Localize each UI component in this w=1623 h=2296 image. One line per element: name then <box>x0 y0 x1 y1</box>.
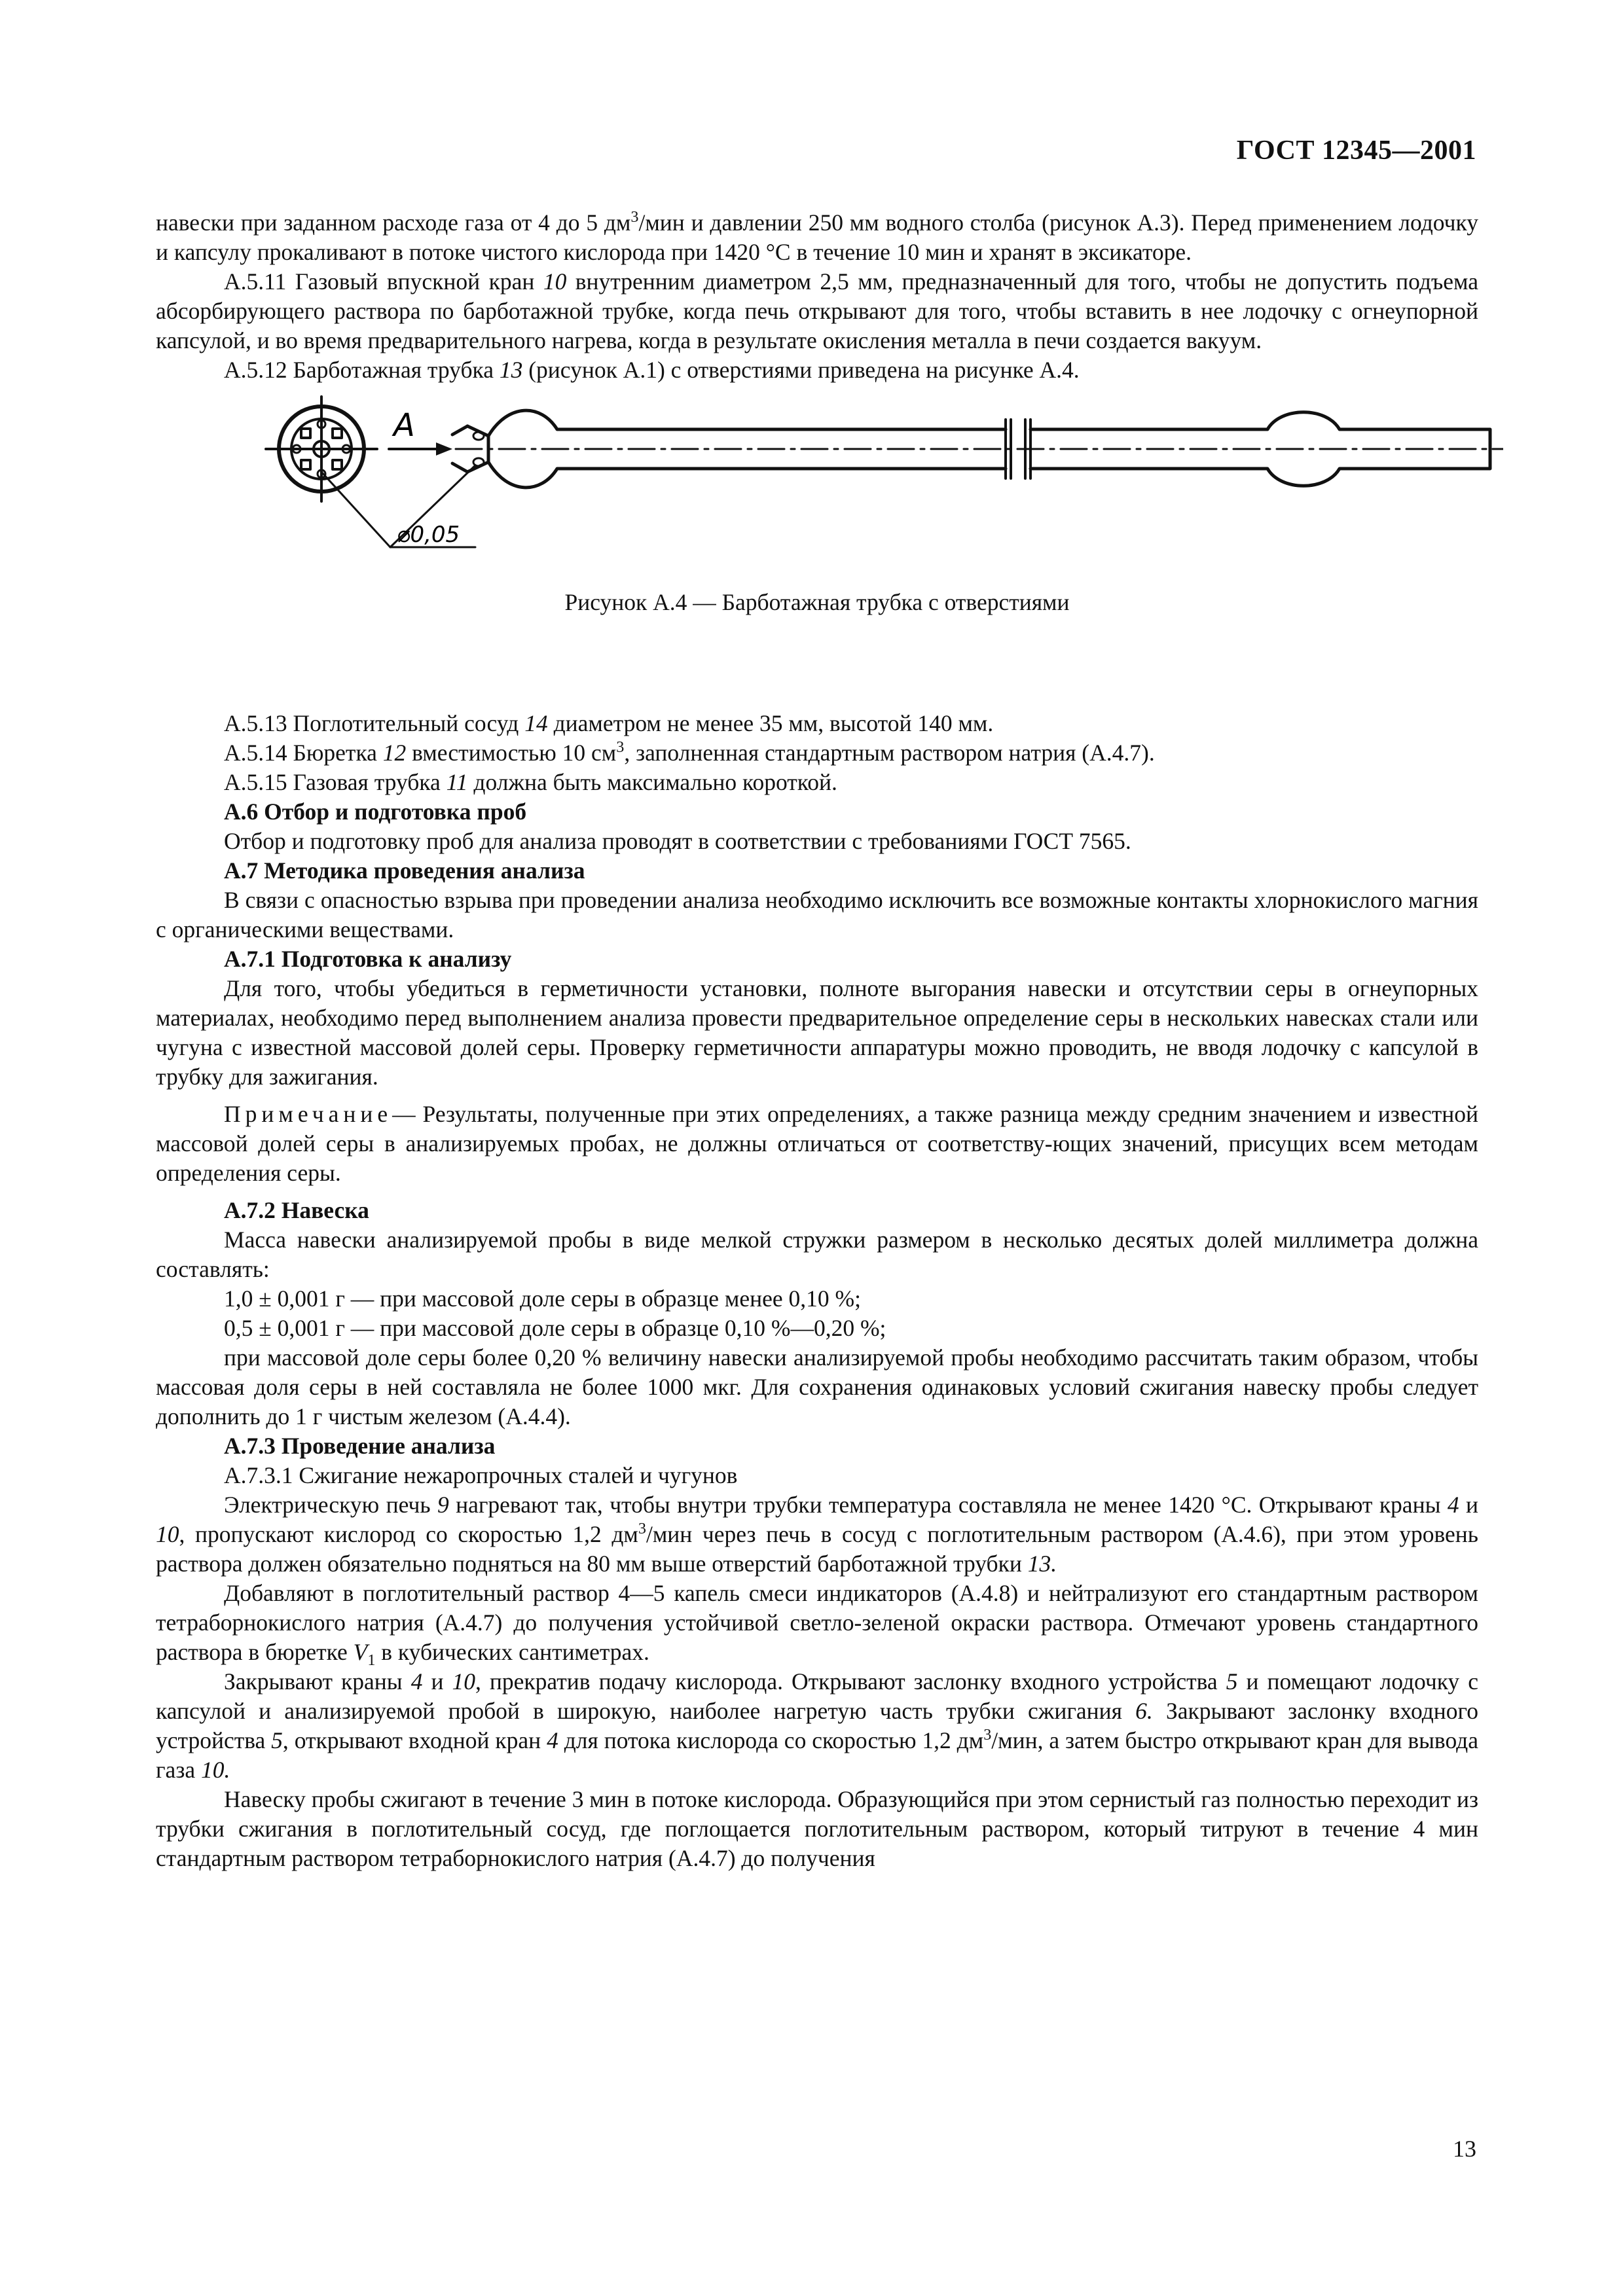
list-item: 1,0 ± 0,001 г — при массовой доле серы в образце менее 0,10 %; <box>224 1285 861 1312</box>
paragraph: Навеску пробы сжигают в течение 3 мин в потоке кислорода. Образующийся при этом сернистый газ полностью переходит из трубки сжигания в поглотительный сосуд, где поглощается поглотительным раствором, который титруют в течение 4 мин стандартным раствором тетраборнокислого натрия (А.4.7) до получения <box>156 1786 1478 1871</box>
paragraph-a5-15: А.5.15 Газовая трубка 11 должна быть максимально короткой. <box>224 769 837 795</box>
note-label: Примечание <box>224 1101 393 1127</box>
bubbler-tube-drawing <box>259 390 1503 580</box>
paragraph-a5-12: А.5.12 Барботажная трубка 13 (рисунок А.1) с отверстиями приведена на рисунке А.4. <box>224 357 1080 383</box>
page-number: 13 <box>1453 2136 1476 2162</box>
heading-a6: А.6 Отбор и подготовка проб <box>224 798 527 825</box>
document-header: ГОСТ 12345—2001 <box>1236 135 1476 166</box>
note-paragraph: Примечание— Результаты, полученные при этих определениях, а также разница между средним значением и известной массовой долей серы в анализируемых пробах, не должны отличаться от соответству-ющих значений, присущих всем методам определения серы. <box>156 1101 1478 1186</box>
paragraph: Электрическую печь 9 нагревают так, чтобы внутри трубки температура составляла не менее 1420 °С. Открывают краны 4 и 10, пропускают кислород со скоростью 1,2 $дм^3$/мин через печь в сосуд с поглотительным раствором (А.4.6), при этом уровень раствора должен обязательно подняться на 80 мм выше отверстий барботажной трубки 13. <box>156 1492 1479 1577</box>
view-arrow-label: А <box>393 407 415 444</box>
paragraph-a5-13: А.5.13 Поглотительный сосуд 14 диаметром не менее 35 мм, высотой 140 мм. <box>224 710 994 736</box>
paragraph: навески при заданном расходе газа от 4 до 5 $дм^3$/мин и давлении 250 мм водного столба (рисунок А.3). Перед применением лодочку и капсулу прокаливают в потоке чистого кислорода при 1420 °С в течение 10 мин и хранят в эксикаторе. <box>156 208 1478 265</box>
paragraph-a7-2: Масса навески анализируемой пробы в виде мелкой стружки размером в несколько десятых долей миллиметра должна составлять: <box>156 1227 1478 1282</box>
heading-a7-3: А.7.3 Проведение анализа <box>224 1433 496 1459</box>
heading-a7: А.7 Методика проведения анализа <box>224 857 585 884</box>
subheading-a7-3-1: А.7.3.1 Сжигание нежаропрочных сталей и чугунов <box>224 1462 738 1488</box>
paragraph: Закрывают краны 4 и 10, прекратив подачу кислорода. Открывают заслонку входного устройства 5 и помещают лодочку с капсулой и анализируемой пробой в широкую, наиболее нагретую часть трубки сжигания 6. Закрывают заслонку входного устройства 5, открывают входной кран 4 для потока кислорода со скоростью 1,2 $дм^3$/мин, а затем быстро открывают кран для вывода газа 10. <box>156 1668 1478 1783</box>
heading-a7-2: А.7.2 Навеска <box>224 1197 369 1223</box>
page-content <box>156 208 1478 1873</box>
figure-a4 <box>156 390 1478 580</box>
hole-diameter-label: ⌀0,05 <box>397 522 460 548</box>
paragraph: Добавляют в поглотительный раствор 4—5 капель смеси индикаторов (А.4.8) и нейтрализуют его стандартным раствором тетраборнокислого натрия (А.4.7) до получения устойчивой светло-зеленой окраски раствора. Отмечают уровень стандартного раствора в бюретке $V_1$ в кубических сантиметрах. <box>156 1580 1478 1670</box>
paragraph-a6: Отбор и подготовку проб для анализа проводят в соответствии с требованиями ГОСТ 7565. <box>224 828 1131 854</box>
paragraph-a5-14: А.5.14 Бюретка 12 вместимостью 10 $см^3$, заполненная стандартным раствором натрия (А.4.7). <box>224 738 1155 766</box>
paragraph-a7: В связи с опасностью взрыва при проведении анализа необходимо исключить все возможные контакты хлорнокислого магния с органическими веществами. <box>156 887 1478 942</box>
figure-caption: Рисунок А.4 — Барботажная трубка с отверстиями <box>564 589 1070 615</box>
heading-a7-1: А.7.1 Подготовка к анализу <box>224 946 512 972</box>
paragraph: при массовой доле серы более 0,20 % величину навески анализируемой пробы необходимо рассчитать таким образом, чтобы массовая доля серы в ней составляла не более 1000 мкг. Для сохранения одинаковых условий сжигания навеску пробы следует дополнить до 1 г чистым железом (А.4.4). <box>156 1344 1478 1429</box>
paragraph-a5-11: А.5.11 Газовый впускной кран 10 внутренним диаметром 2,5 мм, предназначенный для того, чтобы не допустить подъема абсорбирующего раствора по барботажной трубке, когда печь открывают для того, чтобы вставить в нее лодочку с огнеупорной капсулой, и во время предварительного нагрева, когда в результате окисления металла в печи создается вакуум. <box>156 268 1479 353</box>
paragraph-a7-1: Для того, чтобы убедиться в герметичности установки, полноте выгорания навески и отсутствии серы в огнеупорных материалах, необходимо перед выполнением анализа провести предварительное определение серы в нескольких навесках стали или чугуна с известной массовой долей серы. Проверку герметичности аппаратуры можно проводить, не вводя лодочку с капсулой в трубку для зажигания. <box>156 975 1478 1090</box>
list-item: 0,5 ± 0,001 г — при массовой доле серы в образце 0,10 %—0,20 %; <box>224 1315 886 1341</box>
